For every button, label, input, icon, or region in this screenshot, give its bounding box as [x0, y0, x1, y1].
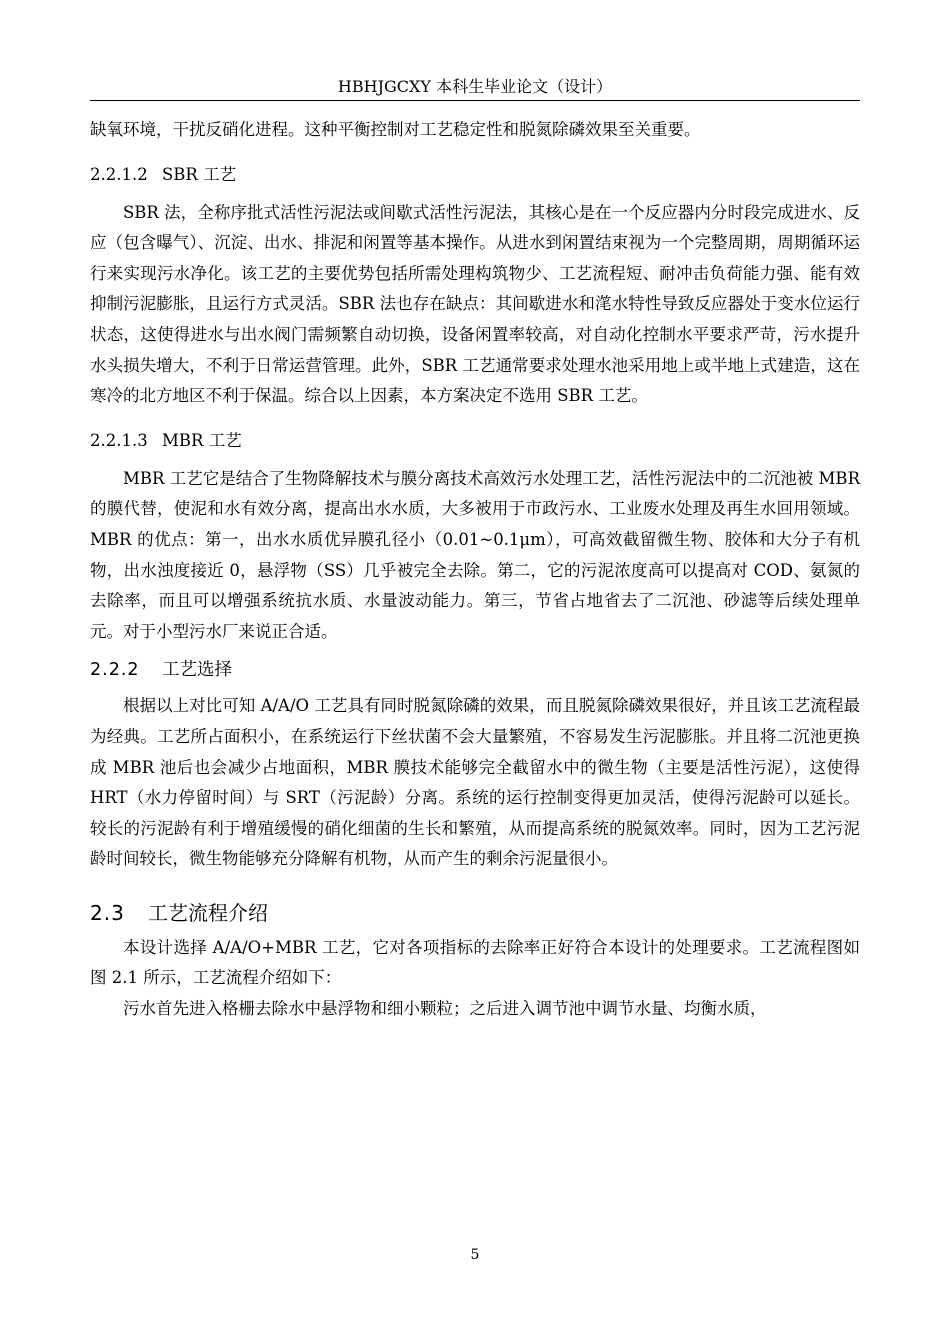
section-number: 2.3: [90, 900, 125, 925]
sbr-paragraph: SBR 法，全称序批式活性污泥法或间歇式活性污泥法，其核心是在一个反应器内分时段完成进水、反应（包含曝气）、沉淀、出水、排泥和闲置等基本操作。从进水到闲置结束视为一个完整周期，周期循环运行来实现污水净化。该工艺的主要优势包括所需处理构筑物少、工艺流程短、耐冲击负荷能力强、能有效抑制污泥膨胀，且运行方式灵活。SBR 法也存在缺点：其间歇进水和滗水特性导致反应器处于变水位运行状态，这使得进水与出水阀门需频繁自动切换，设备闲置率较高，对自动化控制水平要求严苛，污水提升水头损失增大，不利于日常运营管理。此外，SBR 工艺通常要求处理水池采用地上或半地上式建造，这在寒冷的北方地区不利于保温。综合以上因素，本方案决定不选用 SBR 工艺。: [90, 202, 860, 406]
section-title: MBR 工艺: [162, 430, 242, 450]
section-number: 2.2.1.2: [90, 164, 148, 184]
page-body: [90, 115, 860, 1025]
page-number: 5: [470, 1247, 480, 1263]
flow-intro-paragraph: 本设计选择 A/A/O+MBR 工艺，它对各项指标的去除率正好符合本设计的处理要求。工艺流程图如图 2.1 所示，工艺流程介绍如下：: [90, 937, 860, 988]
section-title: 工艺选择: [162, 660, 232, 681]
process-selection-paragraph: 根据以上对比可知 A/A/O 工艺具有同时脱氮除磷的效果，而且脱氮除磷效果很好，并且该工艺流程最为经典。工艺所占面积小，在系统运行下丝状菌不会大量繁殖，不容易发生污泥膨胀。并且将二沉池更换成 MBR 池后也会减少占地面积，MBR 膜技术能够完全截留水中的微生物（主要是活性污泥），这使得 HRT（水力停留时间）与 SRT（污泥龄）分离。系统的运行控制变得更加灵活，使得污泥龄可以延长。较长的污泥龄有利于增殖缓慢的硝化细菌的生长和繁殖，从而提高系统的脱氮效率。同时，因为工艺污泥龄时间较长，微生物能够充分降解有机物，从而产生的剩余污泥量很小。: [90, 696, 860, 869]
intro-paragraph: 缺氧环境，干扰反硝化进程。这种平衡控制对工艺稳定性和脱氮除磷效果至关重要。: [90, 120, 701, 139]
flow-description-paragraph: 污水首先进入格栅去除水中悬浮物和细小颗粒；之后进入调节池中调节水量、均衡水质，: [123, 999, 767, 1019]
heading-2-2-2: [90, 655, 860, 685]
page-header: HBHJGCXY 本科生毕业论文（设计）: [337, 77, 613, 96]
heading-2-3: [90, 897, 860, 929]
header-rule: [90, 100, 860, 101]
section-number: 2.2.2: [90, 660, 140, 681]
section-title: SBR 工艺: [162, 164, 237, 184]
mbr-paragraph: MBR 工艺它是结合了生物降解技术与膜分离技术高效污水处理工艺，活性污泥法中的二沉池被 MBR 的膜代替，使泥和水有效分离，提高出水水质，大多被用于市政污水、工业废水处理及再生水回用领域。MBR 的优点：第一，出水水质优异膜孔径小（0.01~0.1μm），可高效截留微生物、胶体和大分子有机物，出水浊度接近 0，悬浮物（SS）几乎被完全去除。第二，它的污泥浓度高可以提高对 COD、氨氮的去除率，而且可以增强系统抗水质、水量波动能力。第三，节省占地省去了二沉池、砂滤等后续处理单元。对于小型污水厂来说正合适。: [90, 468, 860, 641]
section-number: 2.2.1.3: [90, 430, 148, 450]
heading-2-2-1-3: [90, 426, 860, 456]
heading-2-2-1-2: [90, 160, 860, 190]
section-title: 工艺流程介绍: [148, 900, 268, 925]
